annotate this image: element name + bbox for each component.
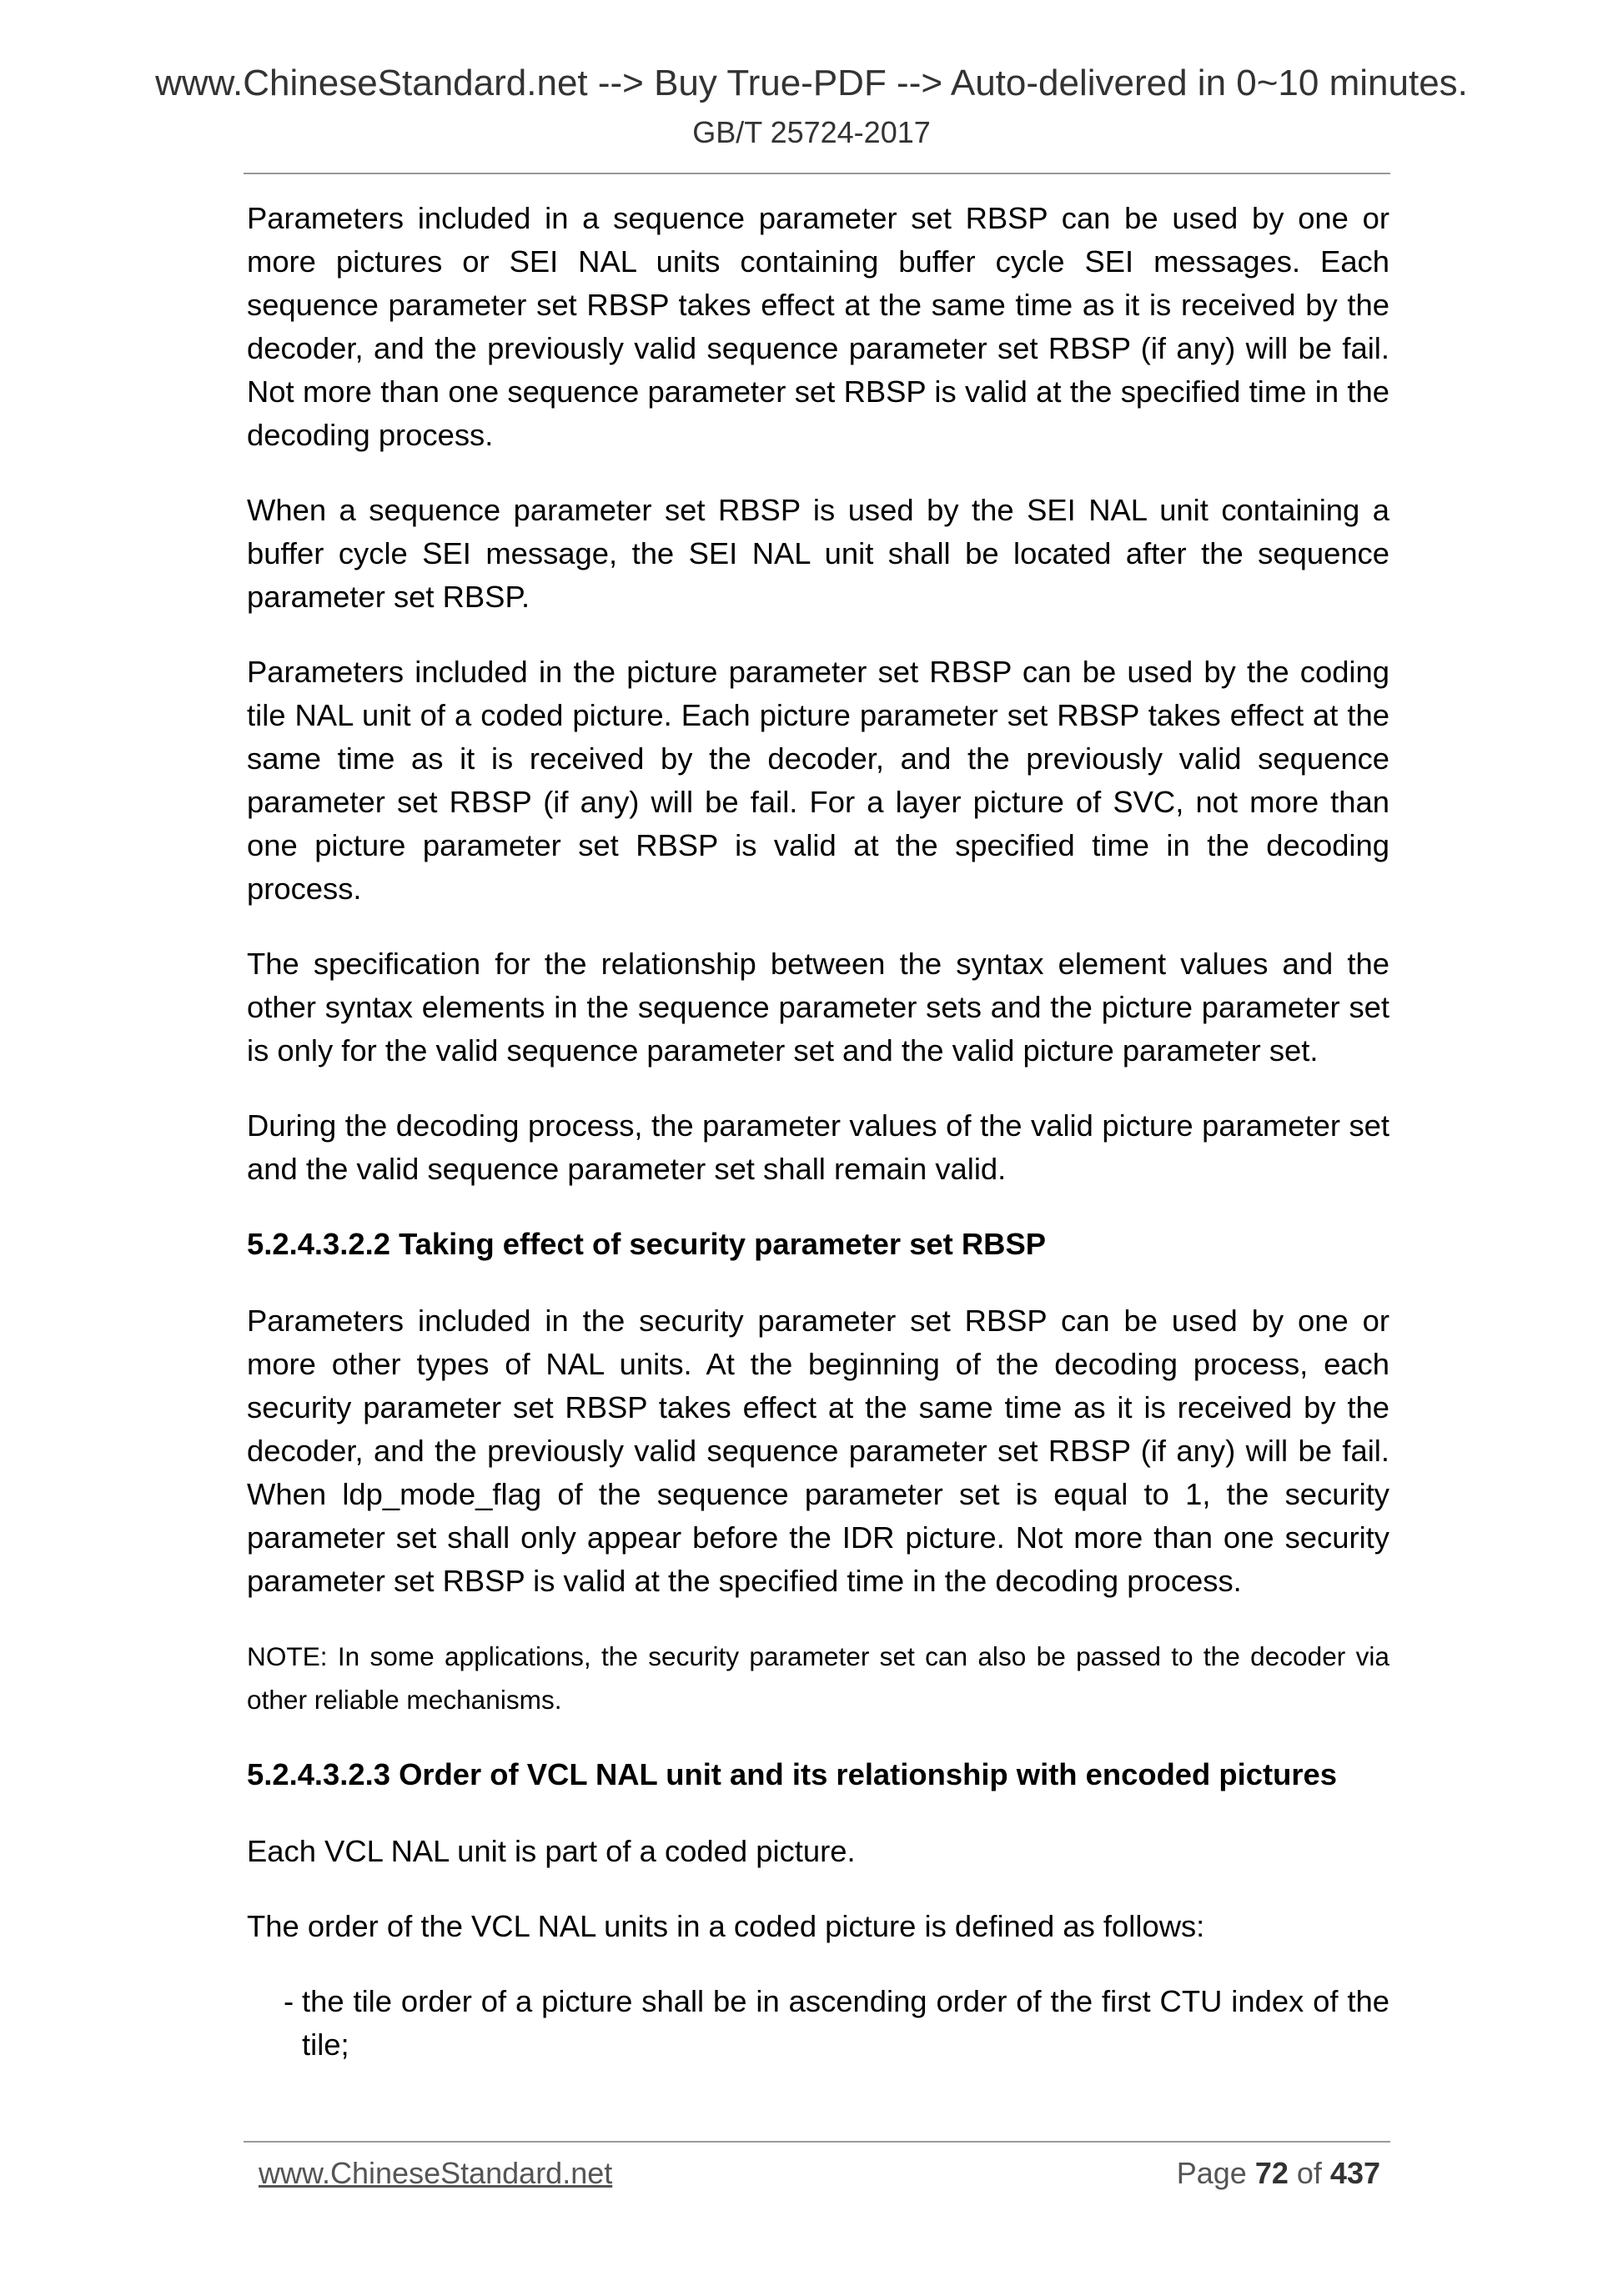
paragraph-vcl-nal-part: Each VCL NAL unit is part of a coded picture. (247, 1834, 856, 1868)
bullet-dash: - (284, 1984, 294, 2018)
header-banner: www.ChineseStandard.net --> Buy True-PDF --> Auto-delivered in 0~10 minutes. (155, 63, 1468, 103)
page-body (247, 197, 1389, 2098)
page-prefix: Page (1176, 2156, 1247, 2190)
footer-divider (244, 2141, 1390, 2143)
paragraph-sps-rbsp: Parameters included in a sequence parameter set RBSP can be used by one or more pictures or SEI NAL units containing buffer cycle SEI messages. Each sequence parameter set RBSP takes effect at the same time as it is received by the decoder, and the previously valid sequence parameter set RBSP (if any) will be fail. Not more than one sequence parameter set RBSP is valid at the specified time in the decoding process. (247, 201, 1389, 452)
paragraph-vcl-nal-order-intro: The order of the VCL NAL units in a coded picture is defined as follows: (247, 1909, 1205, 1943)
paragraph-sei-order: When a sequence parameter set RBSP is used by the SEI NAL unit containing a buffer cycle SEI message, the SEI NAL unit shall be located after the sequence parameter set RBSP. (247, 493, 1389, 614)
paragraph-pps-rbsp: Parameters included in the picture parameter set RBSP can be used by the coding tile NAL unit of a coded picture. Each picture parameter set RBSP takes effect at the same time as it is received by the decoder, and the previously valid sequence parameter set RBSP (if any) will be fail. For a layer picture of SVC, not more than one picture parameter set RBSP is valid at the specified time in the decoding process. (247, 655, 1389, 906)
page-total: 437 (1329, 2156, 1380, 2190)
paragraph-syntax-relationship: The specification for the relationship between the syntax element values and the other syntax elements in the sequence parameter sets and the picture parameter set is only for the valid sequence parameter set and the valid picture parameter set. (247, 947, 1389, 1068)
section-heading-security-parameter-set: 5.2.4.3.2.2 Taking effect of security parameter set RBSP (247, 1227, 1047, 1261)
list-item-text: the tile order of a picture shall be in ascending order of the first CTU index of the tile; (302, 1984, 1389, 2062)
page-number: 72 (1254, 2156, 1289, 2190)
page-of: of (1296, 2156, 1322, 2190)
list-item (284, 1980, 1389, 2067)
header-divider (244, 173, 1390, 174)
paragraph-security-parameter-set: Parameters included in the security parameter set RBSP can be used by one or more other types of NAL units. At the beginning of the decoding process, each security parameter set RBSP takes effect at the same time as it is received by the decoder, and the previously valid sequence parameter set RBSP (if any) will be fail. When ldp_mode_flag of the sequence parameter set is equal to 1, the security parameter set shall only appear before the IDR picture. Not more than one security parameter set RBSP is valid at the specified time in the decoding process. (247, 1304, 1389, 1598)
paragraph-valid-during-decoding: During the decoding process, the parameter values of the valid picture parameter set and the valid sequence parameter set shall remain valid. (247, 1108, 1389, 1186)
note-security-parameter-set: NOTE: In some applications, the security parameter set can also be passed to the decoder via other reliable mechanisms. (247, 1641, 1389, 1715)
page-indicator (1177, 2152, 1380, 2195)
section-heading-vcl-nal-order: 5.2.4.3.2.3 Order of VCL NAL unit and its relationship with encoded pictures (247, 1757, 1337, 1791)
standard-number: GB/T 25724-2017 (692, 115, 931, 149)
page-header (0, 58, 1623, 153)
footer-website-link[interactable]: www.ChineseStandard.net (259, 2156, 613, 2190)
